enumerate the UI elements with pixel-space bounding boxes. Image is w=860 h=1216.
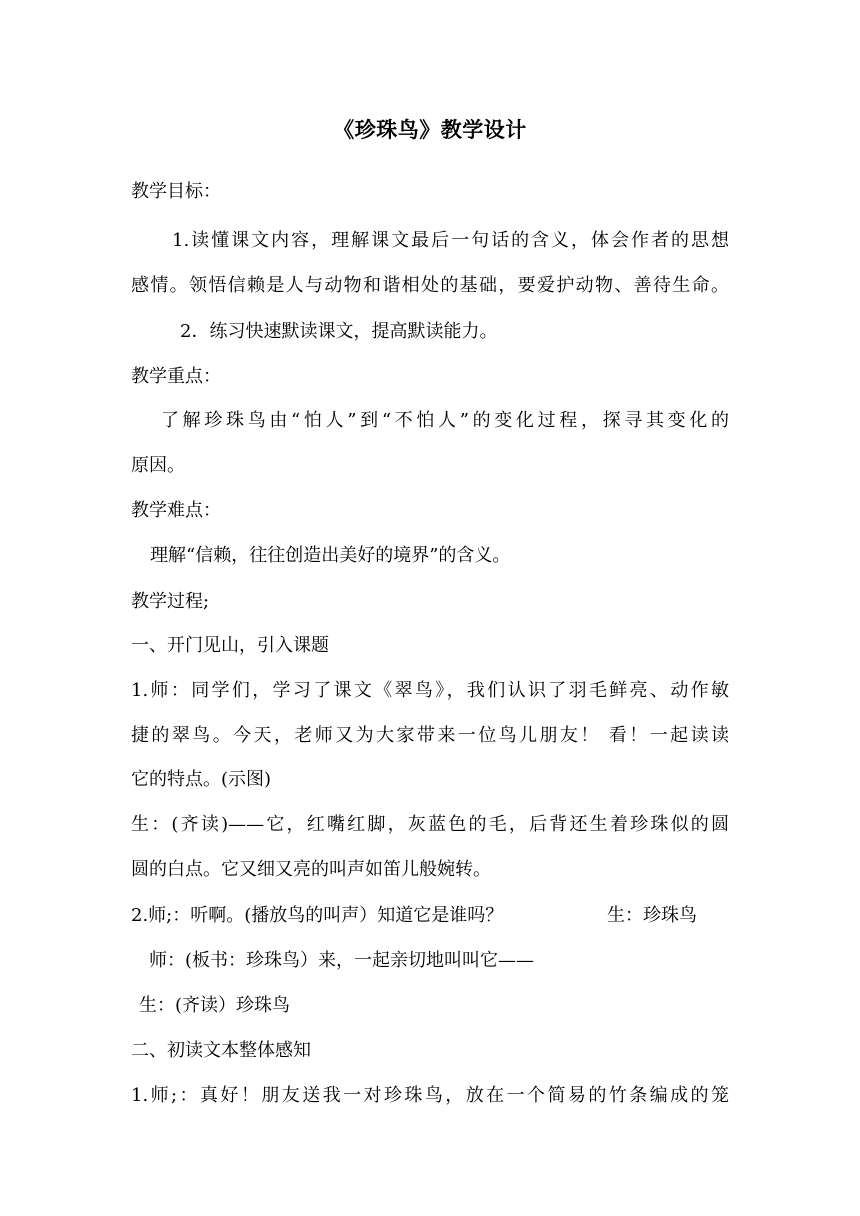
document-title: 《珍珠鸟》教学设计	[333, 118, 527, 142]
section-1-heading: 一、开门见山，引入课题	[131, 635, 329, 656]
heading-key-points: 教学重点：	[131, 366, 221, 387]
objective-1-line-2: 感情。领悟信赖是人与动物和谐相处的基础，要爱护动物、善待生命。	[131, 275, 729, 296]
objective-2: 2．练习快速默读课文，提高默读能力。	[180, 321, 498, 342]
key-points-line-1: 了解珍珠鸟由“怕人”到“不怕人”的变化过程，探寻其变化的	[161, 410, 729, 431]
step-2-question: 2.师;：听啊。(播放鸟的叫声）知道它是谁吗？	[131, 905, 504, 926]
objective-1-line-1: 1.读懂课文内容，理解课文最后一句话的含义，体会作者的思想	[172, 230, 729, 251]
key-points-line-2: 原因。	[131, 455, 185, 476]
step-1-line-3: 它的特点。(示图)	[131, 769, 272, 790]
difficulties-text: 理解“信赖，往往创造出美好的境界”的含义。	[150, 545, 511, 566]
step-2-answer: 生：珍珠鸟	[607, 905, 697, 926]
step-1-line-1: 1.师：同学们，学习了课文《翠鸟》，我们认识了羽毛鲜亮、动作敏	[131, 680, 729, 701]
student-reply-line-1: 生：(齐读)——它，红嘴红脚，灰蓝色的毛，后背还生着珍珠似的圆	[131, 814, 729, 835]
heading-difficulties: 教学难点：	[131, 500, 221, 521]
student-chorus-line: 生：(齐读）珍珠鸟	[139, 995, 291, 1016]
teacher-board-line: 师：(板书：珍珠鸟）来，一起亲切地叫叫它——	[149, 950, 535, 971]
section-2-step-1: 1.师;：真好！朋友送我一对珍珠鸟，放在一个简易的竹条编成的笼	[131, 1085, 729, 1106]
heading-process: 教学过程;	[131, 591, 210, 612]
heading-objectives: 教学目标：	[131, 181, 221, 202]
student-reply-line-2: 圆的白点。它又细又亮的叫声如笛儿般婉转。	[131, 859, 491, 880]
step-1-line-2: 捷的翠鸟。今天，老师又为大家带来一位鸟儿朋友！ 看！一起读读	[131, 725, 729, 746]
section-2-heading: 二、初读文本整体感知	[131, 1040, 311, 1061]
